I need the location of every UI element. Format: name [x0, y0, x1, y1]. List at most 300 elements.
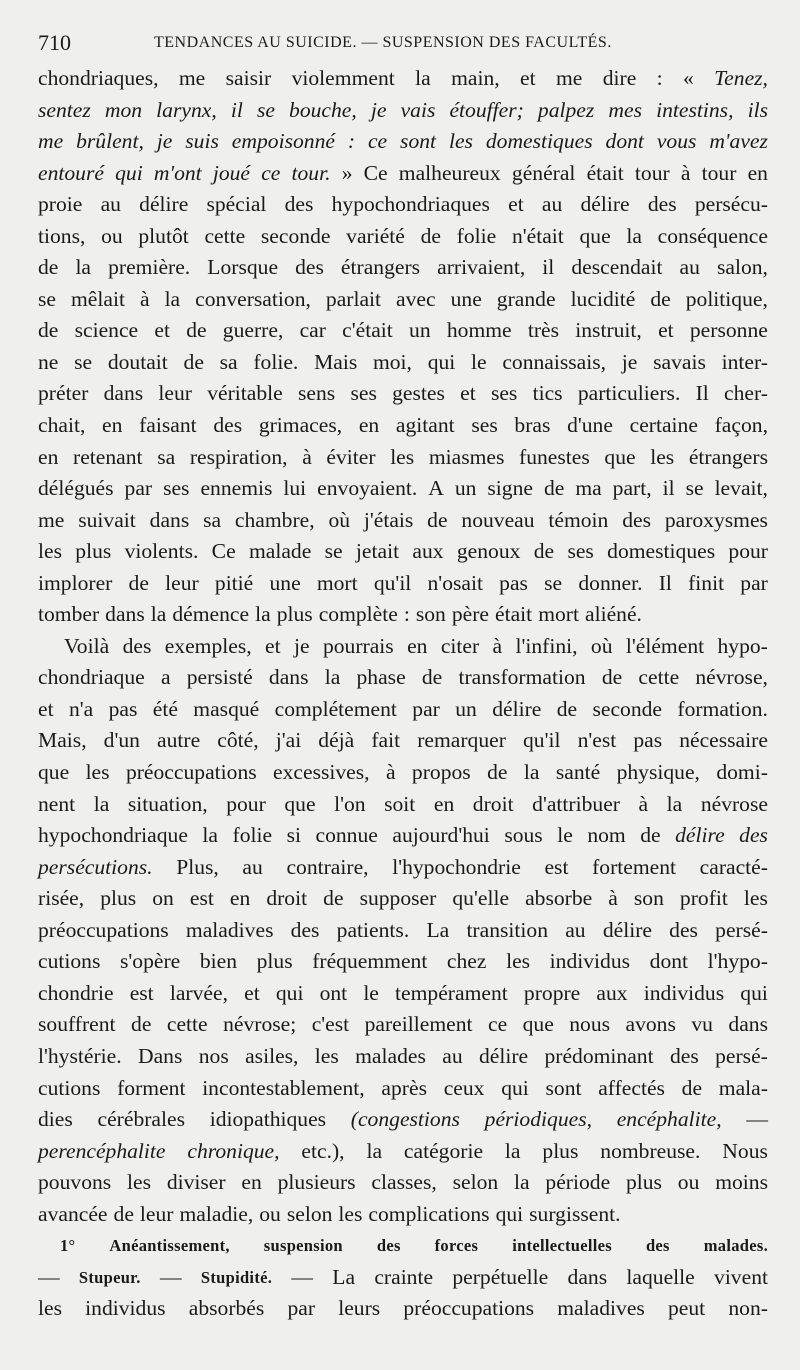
word: qu'elle: [452, 886, 510, 911]
word: des: [284, 192, 314, 217]
word: intestins,: [656, 97, 734, 122]
word: ils: [747, 97, 768, 122]
word: délire: [580, 192, 630, 217]
word: folie: [456, 223, 497, 248]
word: hypo-: [717, 633, 768, 658]
word: de: [681, 1075, 703, 1100]
word: le: [363, 980, 379, 1005]
word: qui: [275, 980, 304, 1005]
word: genoux: [456, 539, 521, 564]
word: tour: [701, 160, 737, 185]
word: pouvons: [38, 1170, 112, 1195]
word: l'élément: [625, 633, 705, 658]
text-line: [38, 1009, 768, 1041]
word: l'hystérie.: [38, 1043, 122, 1068]
word: connue: [315, 823, 378, 848]
word: que: [38, 760, 70, 785]
word: chondriaque: [38, 665, 145, 690]
word: n'osait: [427, 570, 483, 595]
word: délire: [478, 1043, 529, 1068]
word: persécu-: [694, 192, 768, 217]
word: plusieurs: [277, 1170, 356, 1195]
word: guerre,: [222, 318, 284, 343]
word: son: [633, 886, 664, 911]
text-line: [38, 95, 768, 127]
word: tempérament: [395, 980, 508, 1005]
word: plus: [256, 949, 293, 974]
word: m'avez: [709, 129, 768, 154]
word: main,: [451, 66, 500, 90]
text-line: [38, 1104, 768, 1136]
word: période: [545, 1170, 611, 1195]
word: est: [544, 854, 569, 879]
word: avec: [396, 286, 436, 311]
word: névrose,: [695, 665, 768, 690]
word: me: [178, 66, 206, 90]
word: la: [150, 602, 167, 627]
word: maladives: [185, 917, 274, 942]
word: la: [202, 823, 219, 848]
text-line: [38, 126, 768, 158]
word: un: [455, 696, 477, 721]
word: étouffer;: [449, 97, 524, 122]
word: véritable: [207, 381, 283, 406]
word: nous: [569, 1012, 611, 1037]
word: 1°: [60, 1236, 76, 1256]
word: c'est: [311, 1012, 350, 1037]
word: qui: [427, 349, 456, 374]
word: savais: [653, 349, 706, 374]
word: faisant: [139, 413, 197, 438]
word: larynx,: [156, 97, 217, 122]
word: grande: [496, 286, 556, 311]
word: lucidité: [570, 286, 636, 311]
word: en: [747, 160, 768, 185]
word: été: [152, 696, 178, 721]
word: est: [189, 886, 214, 911]
word: pour: [728, 539, 768, 564]
word: —: [159, 1264, 182, 1289]
word: au: [242, 854, 263, 879]
word: mêlait: [71, 286, 125, 311]
word: au: [565, 917, 586, 942]
word: plus: [276, 602, 313, 627]
word: palpez: [537, 97, 595, 122]
word: de: [487, 760, 508, 785]
word: aujourd'hui: [392, 823, 490, 848]
word: malades: [355, 1043, 426, 1068]
word: n'est: [577, 728, 617, 753]
word: conséquence: [657, 223, 768, 248]
word: hypochondriaque: [38, 823, 188, 848]
word: santé: [555, 760, 601, 785]
word: soit: [384, 791, 416, 816]
word: persisté: [186, 665, 253, 690]
word: au: [541, 192, 563, 217]
text-line: [38, 883, 768, 915]
word: qui: [495, 1201, 524, 1226]
word: plus: [542, 1138, 579, 1163]
text-line: [38, 694, 768, 726]
word: à: [302, 444, 312, 469]
word: la: [523, 760, 540, 785]
word: idiopathiques: [209, 1107, 327, 1132]
word: finit: [688, 570, 725, 595]
word: les: [38, 539, 62, 564]
word: funestes: [519, 444, 590, 469]
word: qu'il: [523, 728, 561, 753]
text-line: [38, 757, 768, 789]
word: la: [255, 602, 271, 627]
word: part,: [612, 476, 652, 501]
word: cette: [638, 665, 680, 690]
word: complétement: [274, 696, 397, 721]
word: à: [608, 886, 618, 911]
word: était: [586, 160, 624, 185]
word: cérébrales: [97, 1107, 186, 1132]
word: où: [590, 633, 613, 658]
word: que: [579, 223, 611, 248]
word: science: [74, 318, 139, 343]
word: non-: [728, 1296, 768, 1321]
word: des: [669, 1043, 699, 1068]
word: caracté-: [699, 854, 768, 879]
word: à: [680, 160, 691, 185]
word: souffrent: [38, 1012, 116, 1037]
word: d'attribuer: [532, 791, 620, 816]
word: fréquemment: [312, 949, 428, 974]
word: bras: [514, 413, 551, 438]
text-line: [38, 1167, 768, 1199]
word: je: [370, 97, 387, 122]
word: un: [454, 476, 477, 501]
word: pourrais: [322, 633, 394, 658]
word: dans: [728, 1012, 768, 1037]
word: supposer: [359, 886, 437, 911]
word: des: [376, 1236, 401, 1256]
text-line: [38, 1136, 768, 1168]
word: un: [409, 318, 431, 343]
word: qui: [115, 160, 143, 185]
word: exemples,: [164, 633, 252, 658]
word: tions,: [38, 223, 86, 248]
word: envoyaient.: [317, 476, 418, 501]
word: les: [390, 444, 415, 469]
word: se: [324, 539, 343, 564]
text-line: [38, 662, 768, 694]
word: classes,: [371, 1170, 437, 1195]
word: de: [421, 665, 443, 690]
word: en: [102, 413, 123, 438]
word: excessives,: [273, 760, 370, 785]
word: avons: [625, 1012, 676, 1037]
word: malheureux: [398, 160, 501, 185]
word: s'opère: [119, 949, 181, 974]
word: mala-: [718, 1075, 768, 1100]
word: délire: [139, 192, 189, 217]
word: tour.: [291, 160, 331, 185]
word: se: [544, 570, 563, 595]
word: la: [666, 791, 683, 816]
word: entouré: [38, 160, 104, 185]
word: à: [492, 633, 503, 658]
word: grimaces,: [258, 413, 343, 438]
word: bien: [199, 949, 238, 974]
word: névrose: [700, 791, 768, 816]
word: »: [341, 160, 353, 185]
word: est: [129, 980, 154, 1005]
word: de: [128, 570, 149, 595]
running-title: TENDANCES AU SUICIDE. — SUSPENSION DES FACULTÉS.: [154, 34, 612, 51]
word: les: [448, 129, 473, 154]
word: homme: [446, 318, 512, 343]
text-line: [38, 1262, 768, 1294]
word: ses: [567, 539, 594, 564]
word: pas: [633, 728, 663, 753]
page-number: 710: [38, 30, 71, 55]
text-line: [38, 378, 768, 410]
word: et: [154, 318, 170, 343]
word: moi,: [372, 349, 412, 374]
word: joué: [212, 160, 251, 185]
word: et: [244, 980, 260, 1005]
text-line: [38, 284, 768, 316]
word: leur: [139, 1201, 174, 1226]
word: intellectuelles: [512, 1236, 613, 1256]
word: au: [442, 1043, 463, 1068]
word: ce: [261, 160, 281, 185]
word: ce: [487, 1012, 508, 1037]
word: mon: [104, 97, 143, 122]
word: situation,: [127, 791, 208, 816]
word: retenant: [73, 444, 143, 469]
word: prédominant: [544, 1043, 654, 1068]
text-line: [38, 221, 768, 253]
word: les: [127, 1170, 151, 1195]
word: ceux: [443, 1075, 485, 1100]
word: Lorsque: [207, 255, 279, 280]
word: se: [685, 476, 704, 501]
word: la: [324, 665, 341, 690]
word: (congestions: [350, 1107, 460, 1132]
word: préter: [38, 381, 89, 406]
word: je: [621, 349, 638, 374]
word: propos: [411, 760, 471, 785]
word: jetait: [355, 539, 400, 564]
word: —: [38, 1264, 60, 1289]
word: paroxysmes: [664, 507, 768, 532]
word: délire: [602, 917, 652, 942]
word: Dans: [138, 1043, 183, 1068]
word: —: [746, 1107, 768, 1132]
text-line: [38, 1230, 768, 1262]
word: la: [164, 286, 181, 311]
word: les: [314, 1043, 339, 1068]
word: à: [638, 791, 649, 816]
word: délire: [675, 823, 725, 848]
word: encéphalite,: [616, 1107, 722, 1132]
word: j'étais: [363, 507, 414, 532]
word: ou: [259, 1201, 281, 1226]
word: nouveau: [461, 507, 535, 532]
word: Plus,: [176, 854, 219, 879]
word: malades.: [703, 1236, 768, 1256]
word: ne: [38, 349, 59, 374]
text-line: [38, 820, 768, 852]
word: car: [299, 318, 326, 343]
word: à: [139, 286, 150, 311]
word: Stupeur.: [78, 1267, 141, 1287]
text-line: [38, 536, 768, 568]
word: d'une: [567, 413, 613, 438]
word: complications: [368, 1201, 490, 1226]
word: de: [601, 665, 623, 690]
word: sont: [545, 1075, 582, 1100]
word: se: [74, 349, 93, 374]
word: Il: [695, 381, 709, 406]
word: La: [332, 1264, 356, 1289]
word: il: [542, 255, 555, 280]
word: dans: [149, 507, 190, 532]
word: général: [511, 160, 576, 185]
word: la: [75, 255, 92, 280]
word: a: [160, 665, 171, 690]
word: :: [656, 66, 663, 90]
word: le: [557, 823, 573, 848]
word: et: [508, 192, 524, 217]
word: violents.: [124, 539, 199, 564]
word: des: [295, 255, 324, 280]
word: ou: [677, 1170, 700, 1195]
word: de: [113, 1201, 134, 1226]
word: tour: [634, 160, 670, 185]
word: au: [100, 192, 121, 217]
word: Anéantissement,: [109, 1236, 230, 1256]
word: me: [38, 129, 64, 154]
word: selon: [286, 1201, 333, 1226]
word: Mais,: [38, 728, 87, 753]
word: la: [93, 791, 110, 816]
word: tomber: [38, 602, 100, 627]
word: proie: [38, 192, 83, 217]
word: en: [38, 444, 59, 469]
word: individus: [549, 949, 631, 974]
word: que: [284, 791, 316, 816]
word: parlait: [325, 286, 382, 311]
word: seconde: [592, 696, 663, 721]
word: en: [358, 413, 380, 438]
word: éviter: [326, 444, 376, 469]
word: où: [328, 507, 351, 532]
word: formation.: [677, 696, 768, 721]
word: sentez: [38, 97, 91, 122]
word: et: [658, 318, 674, 343]
word: pas: [499, 570, 528, 595]
word: les: [85, 760, 110, 785]
word: La: [426, 917, 450, 942]
text-line: [38, 252, 768, 284]
word: pas: [108, 696, 138, 721]
word: préoccupations: [125, 760, 257, 785]
word: par: [740, 570, 768, 595]
word: domestiques: [607, 539, 716, 564]
word: aliéné.: [584, 602, 642, 627]
word: perpétuelle: [452, 1264, 549, 1289]
word: au: [679, 255, 700, 280]
word: profit: [679, 886, 728, 911]
word: sa: [203, 507, 222, 532]
word: nent: [38, 791, 76, 816]
text-line: [38, 852, 768, 884]
word: nécessaire: [679, 728, 768, 753]
word: témoin: [548, 507, 609, 532]
word: ou: [101, 223, 123, 248]
word: d'un: [103, 728, 140, 753]
word: de: [650, 286, 671, 311]
word: une: [450, 286, 482, 311]
word: et: [460, 381, 476, 406]
word: affectés: [598, 1075, 665, 1100]
word: incontestablement,: [202, 1075, 365, 1100]
word: chez: [446, 949, 487, 974]
word: la: [366, 1138, 383, 1163]
word: physique,: [616, 760, 700, 785]
text-line: [38, 1293, 768, 1325]
word: me: [38, 507, 65, 532]
word: que: [522, 1012, 554, 1037]
word: suivait: [78, 507, 136, 532]
word: «: [683, 66, 694, 90]
word: les: [650, 444, 675, 469]
word: mort: [316, 570, 358, 595]
word: me: [555, 66, 583, 90]
word: à: [385, 760, 396, 785]
word: certaine: [629, 413, 698, 438]
word: pitié: [214, 570, 254, 595]
word: des: [645, 1236, 670, 1256]
word: étrangers: [688, 444, 768, 469]
word: en: [407, 633, 428, 658]
word: suspension: [263, 1236, 343, 1256]
word: dies: [38, 1107, 73, 1132]
word: persé-: [715, 1043, 768, 1068]
word: de: [183, 349, 204, 374]
word: Il: [658, 570, 672, 595]
text-line: [38, 1073, 768, 1105]
word: n'a: [68, 696, 94, 721]
word: façon,: [714, 413, 768, 438]
text-line: [38, 978, 768, 1010]
text-line: [38, 946, 768, 978]
word: tics: [532, 381, 563, 406]
word: droit: [266, 886, 308, 911]
word: se: [38, 286, 56, 311]
word: des: [122, 633, 152, 658]
word: Stupidité.: [200, 1267, 273, 1287]
word: délire: [492, 696, 542, 721]
word: des: [622, 507, 651, 532]
word: variété: [346, 223, 405, 248]
word: selon: [452, 1170, 499, 1195]
word: Nous: [722, 1138, 768, 1163]
word: plutôt: [138, 223, 189, 248]
word: si: [286, 823, 301, 848]
word: et: [265, 633, 281, 658]
word: l'hypochondrie: [392, 854, 521, 879]
word: par: [124, 476, 153, 501]
word: par: [412, 696, 440, 721]
word: dans: [567, 1264, 608, 1289]
